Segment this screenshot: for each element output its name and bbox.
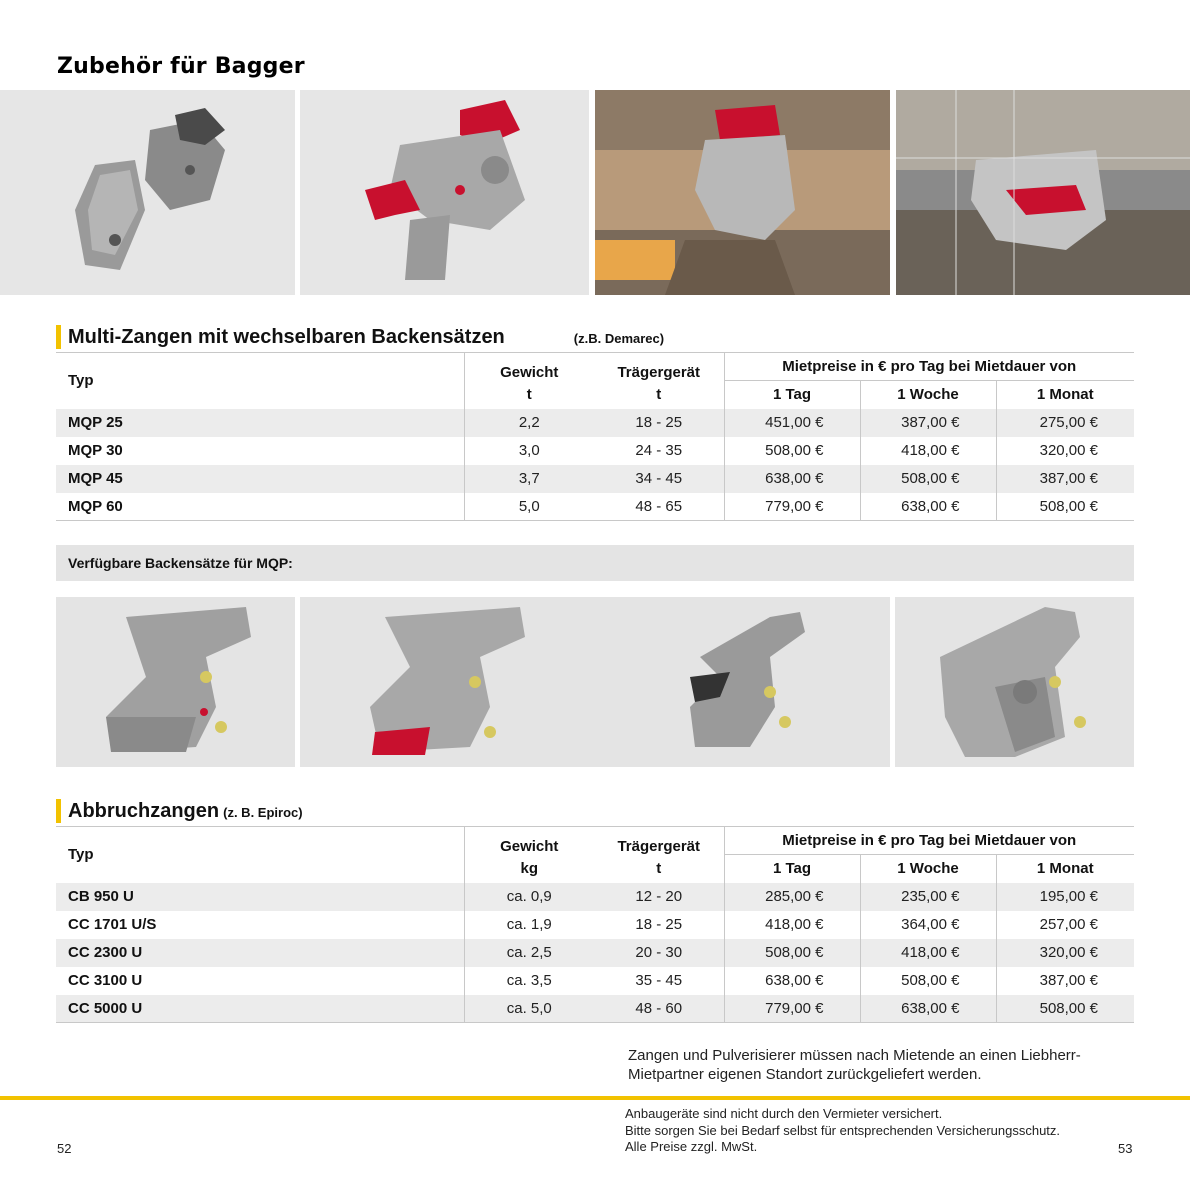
cell-price-tag: 418,00 € [724, 911, 860, 939]
photo-grapple-demolition [896, 90, 1190, 295]
column-header-gewicht: Gewicht [464, 827, 594, 855]
photo-jaw-set-2-3 [300, 597, 890, 767]
column-header-typ: Typ [56, 827, 464, 883]
cell-price-woche: 418,00 € [860, 939, 996, 967]
column-header-traeger: Trägergerät [594, 827, 724, 855]
price-table-abbruchzangen [56, 826, 1134, 1023]
cell-traeger: 18 - 25 [594, 409, 724, 437]
cell-gewicht: ca. 3,5 [464, 967, 594, 995]
table-row [56, 995, 1134, 1023]
cell-traeger: 18 - 25 [635, 916, 683, 933]
cell-typ: MQP 45 [56, 465, 464, 493]
cell-price-tag: 779,00 € [724, 493, 860, 521]
cell-gewicht: ca. 2,5 [464, 939, 594, 967]
page-number-right: 53 [1118, 1141, 1133, 1156]
column-unit-gewicht: kg [464, 855, 594, 883]
column-header-mietpreise: Mietpreise in € pro Tag bei Mietdauer von [724, 827, 1134, 855]
cell-gewicht: 3,7 [464, 465, 594, 493]
cell-price-tag: 508,00 € [724, 939, 860, 967]
note-line: Zangen und Pulverisierer müssen nach Mietende an einen Liebherr- [628, 1047, 1081, 1064]
cell-price-woche: 638,00 € [860, 493, 996, 521]
cell-price-tag: 508,00 € [724, 437, 860, 465]
photo-jaw-set-4 [895, 597, 1134, 767]
section-heading-multi-zangen [56, 323, 664, 349]
cell-price-woche: 418,00 € [860, 437, 996, 465]
cell-price-monat: 508,00 € [996, 493, 1134, 521]
cell-price-monat: 387,00 € [996, 967, 1134, 995]
footer-disclaimer [625, 1106, 1060, 1156]
cell-traeger: 34 - 45 [594, 465, 724, 493]
table-row [56, 465, 1134, 493]
table-row [56, 437, 1134, 465]
cell-price-monat: 387,00 € [996, 465, 1134, 493]
table-row [56, 911, 1134, 939]
cell-price-woche: 508,00 € [860, 465, 996, 493]
note-line: Mietpartner eigenen Standort zurückgeliefert werden. [628, 1066, 982, 1083]
cell-typ: CC 2300 U [56, 939, 464, 967]
cell-typ: MQP 30 [68, 442, 123, 459]
section-subtitle: (z. B. Epiroc) [223, 805, 303, 820]
cell-typ: CC 1701 U/S [68, 916, 157, 933]
footer-line: Bitte sorgen Sie bei Bedarf selbst für entsprechenden Versicherungsschutz. [625, 1122, 1061, 1138]
page-title: Zubehör für Bagger [57, 54, 305, 79]
photo-grapple-in-use [595, 90, 890, 295]
cell-traeger: 35 - 45 [635, 972, 683, 989]
footer-line: Alle Preise zzgl. MwSt. [625, 1139, 758, 1154]
footer-divider [0, 1096, 1190, 1100]
cell-typ: CC 3100 U [68, 972, 143, 989]
column-header-1-monat: 1 Monat [996, 855, 1134, 883]
cell-price-woche: 235,00 € [860, 883, 996, 911]
cell-price-monat: 320,00 € [996, 437, 1134, 465]
table-row [56, 493, 1134, 521]
cell-gewicht: ca. 1,9 [464, 911, 594, 939]
cell-price-tag: 638,00 € [724, 967, 860, 995]
cell-gewicht: ca. 0,9 [464, 883, 594, 911]
page-number-left: 52 [57, 1141, 72, 1156]
column-unit-gewicht: t [464, 381, 594, 409]
cell-price-tag: 779,00 € [724, 995, 860, 1023]
table-row [56, 409, 1134, 437]
cell-price-tag: 638,00 € [724, 465, 860, 493]
cell-price-monat: 320,00 € [996, 939, 1134, 967]
cell-gewicht: 2,2 [464, 409, 594, 437]
column-header-1-monat: 1 Monat [996, 381, 1134, 409]
cell-gewicht: 3,0 [464, 437, 594, 465]
cell-gewicht: 5,0 [464, 493, 594, 521]
cell-typ: CC 5000 U [56, 995, 464, 1023]
section-subtitle: (z.B. Demarec) [573, 331, 665, 346]
cell-typ: MQP 25 [56, 409, 464, 437]
backensaetze-label: Verfügbare Backensätze für MQP: [56, 545, 1134, 581]
column-header-gewicht: Gewicht [464, 353, 594, 381]
section-title: Abbruchzangen [68, 800, 220, 822]
cell-price-woche: 638,00 € [860, 995, 996, 1023]
price-table-multi-zangen [56, 352, 1134, 521]
column-header-traeger: Trägergerät [594, 353, 724, 381]
table-row [56, 939, 1134, 967]
cell-traeger: 48 - 65 [594, 493, 724, 521]
cell-traeger: 48 - 60 [594, 995, 724, 1023]
cell-traeger: 24 - 35 [635, 442, 683, 459]
cell-price-monat: 257,00 € [996, 911, 1134, 939]
column-header-1-woche: 1 Woche [860, 855, 996, 883]
column-unit-traeger: t [656, 386, 662, 403]
table-row [56, 967, 1134, 995]
cell-price-woche: 508,00 € [860, 967, 996, 995]
cell-price-woche: 364,00 € [860, 911, 996, 939]
cell-traeger: 12 - 20 [594, 883, 724, 911]
cell-price-woche: 387,00 € [860, 409, 996, 437]
cell-price-tag: 451,00 € [724, 409, 860, 437]
table-row [56, 883, 1134, 911]
footer-line: Anbaugeräte sind nicht durch den Vermieter versichert. [625, 1106, 943, 1121]
section-accent-bar [56, 799, 61, 823]
return-note [628, 1046, 1148, 1084]
cell-price-monat: 275,00 € [996, 409, 1134, 437]
column-header-typ: Typ [56, 353, 464, 409]
cell-typ: MQP 60 [56, 493, 464, 521]
photo-jaw-set-1 [56, 597, 295, 767]
column-header-mietpreise: Mietpreise in € pro Tag bei Mietdauer von [724, 353, 1134, 381]
cell-traeger: 20 - 30 [594, 939, 724, 967]
cell-gewicht: ca. 5,0 [464, 995, 594, 1023]
section-title: Multi-Zangen mit wechselbaren Backensätzen [68, 326, 505, 348]
cell-price-tag: 285,00 € [724, 883, 860, 911]
section-accent-bar [56, 325, 61, 349]
photo-multi-grapple-assembly [0, 90, 295, 295]
cell-price-monat: 195,00 € [996, 883, 1134, 911]
column-header-1-tag: 1 Tag [724, 855, 860, 883]
cell-typ: CB 950 U [56, 883, 464, 911]
photo-multi-grapple-red [300, 90, 589, 295]
column-header-1-woche: 1 Woche [860, 381, 996, 409]
column-header-1-tag: 1 Tag [724, 381, 860, 409]
column-unit-traeger: t [656, 860, 662, 877]
section-heading-abbruchzangen [56, 797, 303, 823]
cell-price-monat: 508,00 € [996, 995, 1134, 1023]
